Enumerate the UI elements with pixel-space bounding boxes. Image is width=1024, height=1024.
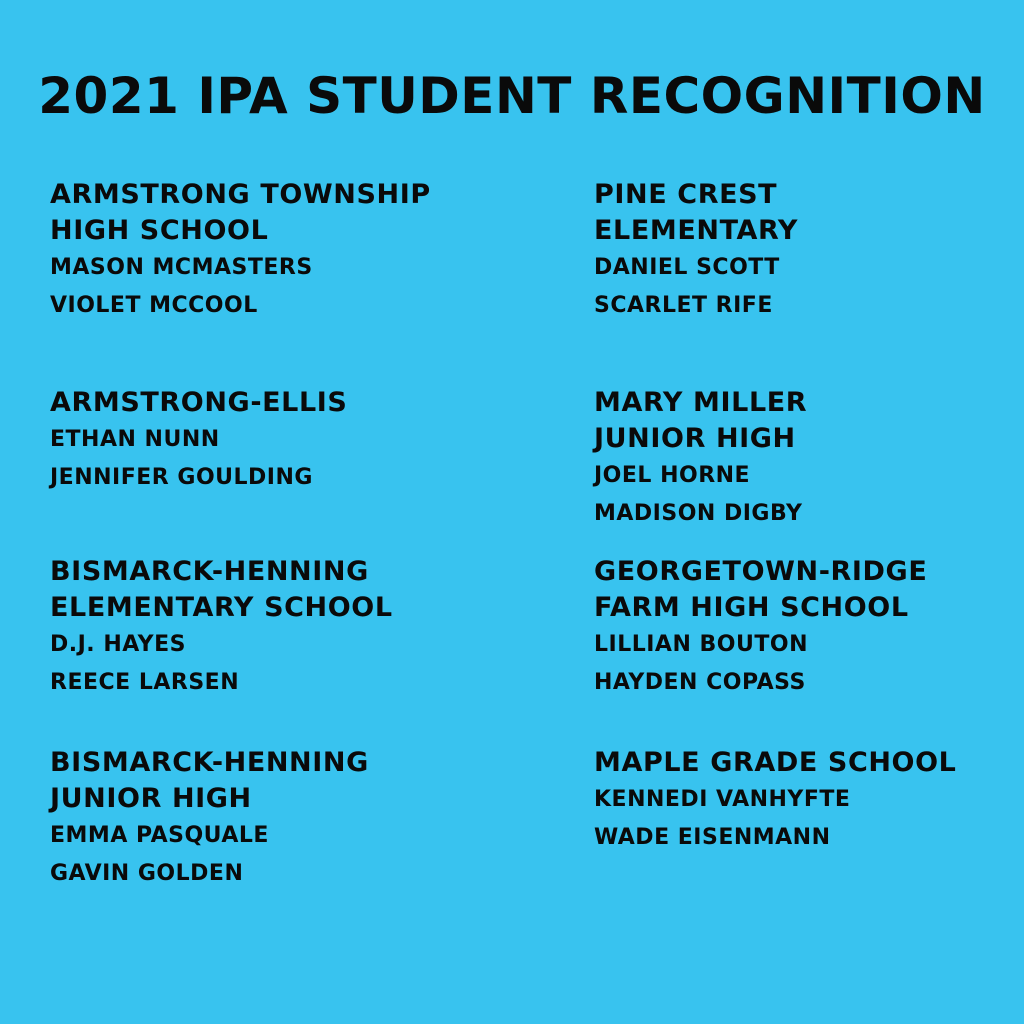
school-block-maple-grade [594,745,1024,857]
student-name: KENNEDI VANHYFTE [594,787,851,812]
student-name: JOEL HORNE [594,463,751,488]
student-name: MADISON DIGBY [594,501,803,526]
school-block-bismarck-henning-junior-high [50,745,490,893]
school-name-line: FARM HIGH SCHOOL [594,592,909,623]
student-name: D.J. HAYES [50,632,186,657]
school-name-line: BISMARCK-HENNING [50,556,369,587]
student-name: REECE LARSEN [50,670,240,695]
student-name: SCARLET RIFE [594,293,773,318]
school-block-mary-miller [594,385,1024,533]
school-name-line: PINE CREST [594,179,778,210]
page-title: 2021 IPA STUDENT RECOGNITION [38,67,986,125]
school-name-line: ELEMENTARY SCHOOL [50,592,393,623]
student-name: LILLIAN BOUTON [594,632,808,657]
student-name: GAVIN GOLDEN [50,861,244,886]
student-name: WADE EISENMANN [594,825,831,850]
school-name-line: HIGH SCHOOL [50,215,269,246]
student-name: EMMA PASQUALE [50,823,269,848]
school-name-line: JUNIOR HIGH [594,423,796,454]
school-name-line: MAPLE GRADE SCHOOL [594,747,957,778]
school-name-line: ARMSTRONG-ELLIS [50,387,348,418]
school-name-line: JUNIOR HIGH [50,783,252,814]
school-block-armstrong-township [50,177,490,325]
student-name: MASON MCMASTERS [50,255,313,280]
school-name-line: GEORGETOWN-RIDGE [594,556,928,587]
school-name-line: ELEMENTARY [594,215,799,246]
student-name: VIOLET MCCOOL [50,293,258,318]
school-block-georgetown-ridge-farm [594,554,1024,702]
school-name-line: ARMSTRONG TOWNSHIP [50,179,431,210]
school-name-line: BISMARCK-HENNING [50,747,369,778]
student-name: JENNIFER GOULDING [50,465,313,490]
school-block-bismarck-henning-elementary [50,554,490,702]
student-name: ETHAN NUNN [50,427,220,452]
student-name: HAYDEN COPASS [594,670,806,695]
school-name-line: MARY MILLER [594,387,808,418]
student-name: DANIEL SCOTT [594,255,780,280]
school-block-pine-crest [594,177,1024,325]
school-block-armstrong-ellis [50,385,490,497]
